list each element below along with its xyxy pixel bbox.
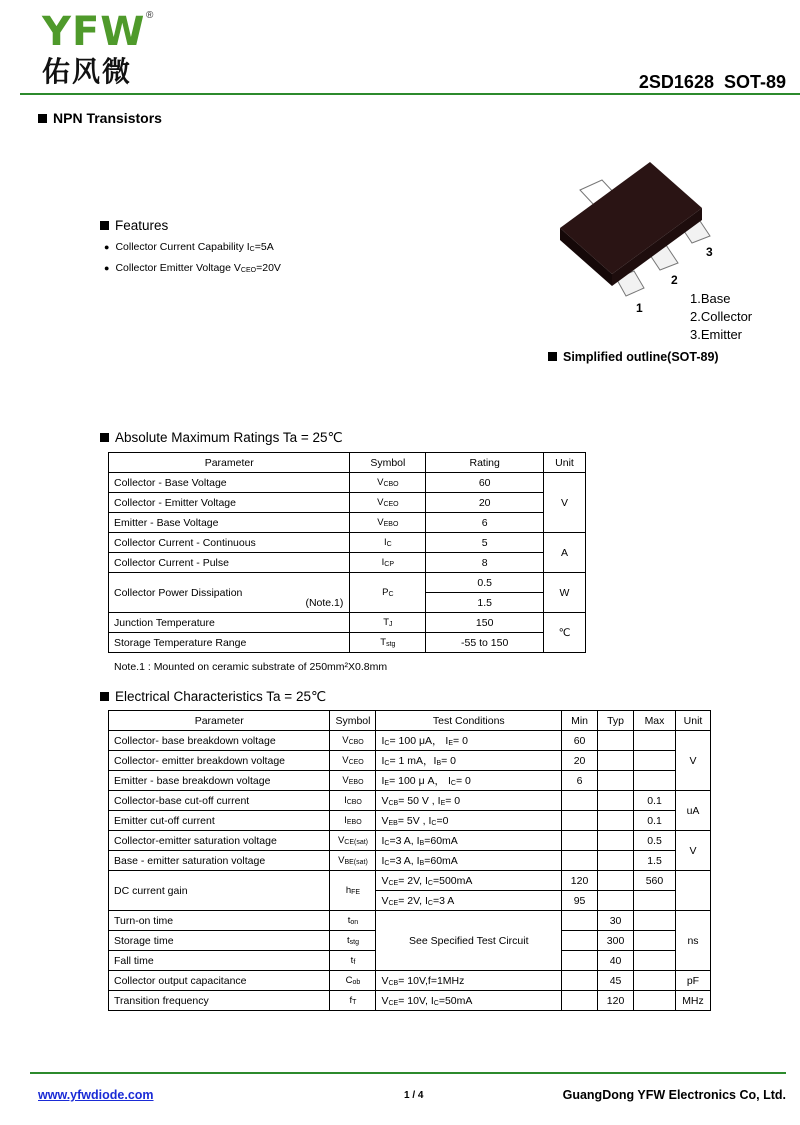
category-heading: NPN Transistors	[38, 110, 162, 126]
table-row: Collector Current - Continuous $I_C$ 5 A	[109, 533, 586, 553]
table-row: Collector- emitter breakdown voltage $V_{CEO}$ $I_C= 1$ mA，$I_B= 0$ 20	[109, 751, 711, 771]
company-name: GuangDong YFW Electronics Co, Ltd.	[562, 1088, 786, 1102]
table-row: 1.5	[109, 593, 586, 613]
header-divider	[20, 93, 800, 95]
pin-number-1: 1	[636, 301, 643, 315]
pin-number-2: 2	[671, 273, 678, 287]
pin-legend-item: 1.Base	[690, 291, 731, 306]
page-title: 2SD1628 SOT-89	[638, 72, 786, 92]
abs-max-table	[108, 452, 586, 653]
table-row: Collector - Base Voltage $V_{CBO}$ 60 V	[109, 473, 586, 493]
table-row: Turn-on time $t_{on}$ See Specified Test Circuit 30 ns	[109, 911, 711, 931]
table-row: DC current gain $h_{FE}$ $V_{CE}= 2V$, $I_C=500mA$ 120 560	[109, 871, 711, 891]
elec-char-table	[108, 710, 711, 1011]
table-row: $V_{CE}= 2V$, $I_C=3$ A 95	[109, 891, 711, 911]
footer-divider	[30, 1072, 786, 1074]
table-row: Collector Power Dissipation (Note.1) $P_C$ 0.5 W	[109, 573, 586, 593]
table-header-row: Parameter Symbol Test Conditions Min Typ Max Unit	[109, 711, 711, 731]
logo-letters: YFW	[42, 9, 146, 55]
table-row: Emitter - base breakdown voltage $V_{EBO}$ $I_E= 100$ μ A， $I_C= 0$ 6	[109, 771, 711, 791]
table-row: Collector-base cut-off current $I_{CBO}$ $V_{CB}= 50$ V , $I_E= 0$ 0.1 uA	[109, 791, 711, 811]
table-row: Emitter cut-off current $I_{EBO}$ $V_{EB}= 5V$ , $I_C=0$ 0.1	[109, 811, 711, 831]
abs-max-note: Note.1 : Mounted on ceramic substrate of 250mm²X0.8mm	[114, 661, 388, 673]
table-row: Collector- base breakdown voltage $V_{CBO}$ $I_C= 100$ μA， $I_E= 0$ 60 V	[109, 731, 711, 751]
table-row: Collector-emitter saturation voltage $V_{CE(sat)}$ $I_C=3$ A, $I_B=60mA$ 0.5 V	[109, 831, 711, 851]
pin-legend	[690, 290, 752, 344]
page-number: 1 / 4	[404, 1090, 424, 1101]
table-row: Collector output capacitance $C_{ob}$ $V_{CB}= 10V,f=1MHz$ 45 pF	[109, 971, 711, 991]
website-link[interactable]: www.yfwdiode.com	[38, 1088, 154, 1102]
company-logo	[42, 9, 162, 92]
feature-item: ● Collector Current Capability $I_C=5A$	[104, 241, 274, 253]
features-heading: Features	[100, 218, 168, 233]
feature-item: ● Collector Emitter Voltage $V_{CEO}=20V$	[104, 262, 281, 274]
elec-char-heading: Electrical Characteristics Ta = 25℃	[100, 689, 326, 705]
pin-number-3: 3	[706, 245, 713, 259]
table-row: Transition frequency $f_T$ $V_{CE}= 10V$, $I_C=50mA$ 120 MHz	[109, 991, 711, 1011]
table-row: Storage Temperature Range $T_{stg}$ -55 to 150	[109, 633, 586, 653]
table-row: Junction Temperature $T_J$ 150 ℃	[109, 613, 586, 633]
logo-chinese-name: 佑风微	[42, 55, 133, 88]
pin-legend-item: 3.Emitter	[690, 327, 743, 342]
table-row: Fall time $t_f$ 40	[109, 951, 711, 971]
pin-legend-item: 2.Collector	[690, 309, 753, 324]
table-row: Base - emitter saturation voltage $V_{BE(sat)}$ $I_C=3$ A, $I_B=60mA$ 1.5	[109, 851, 711, 871]
logo-registered-mark: ®	[146, 10, 154, 21]
table-header-row: Parameter Symbol Rating Unit	[109, 453, 586, 473]
abs-max-heading: Absolute Maximum Ratings Ta = 25℃	[100, 430, 343, 446]
table-row: Emitter - Base Voltage $V_{EBO}$ 6	[109, 513, 586, 533]
outline-caption: Simplified outline(SOT-89)	[548, 350, 719, 364]
table-row: Collector Current - Pulse $I_{CP}$ 8	[109, 553, 586, 573]
table-row: Collector - Emitter Voltage $V_{CEO}$ 20	[109, 493, 586, 513]
table-row: Storage time $t_{stg}$ 300	[109, 931, 711, 951]
